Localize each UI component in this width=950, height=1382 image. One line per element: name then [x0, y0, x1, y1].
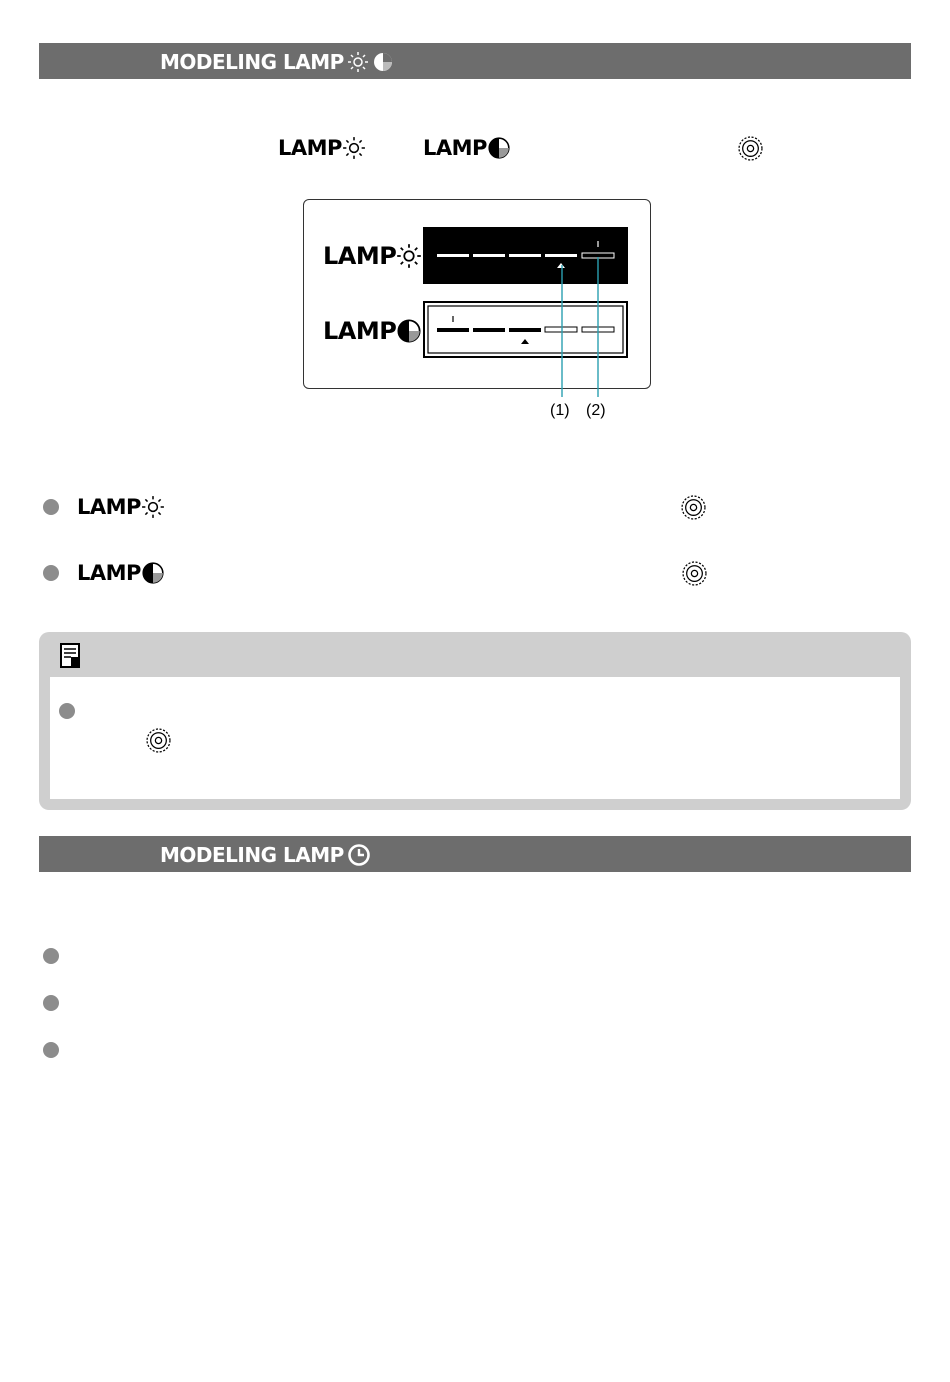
intro-lamp-bright [278, 136, 366, 160]
section-header-modeling-lamp [39, 43, 911, 79]
section-title [160, 50, 394, 74]
note-box [39, 632, 911, 810]
sun-icon [396, 243, 422, 269]
sun-icon [342, 136, 366, 160]
memo-icon [59, 642, 81, 670]
diagram-lamp-bright-label [323, 242, 422, 270]
diagram-row1-text: LAMP [323, 242, 397, 270]
bullet1-lamp-bright [77, 495, 165, 519]
sun-icon [141, 495, 165, 519]
bullet-dot [43, 1042, 59, 1058]
bullet2-text: LAMP [77, 561, 141, 585]
intro-lamp-contrast-text: LAMP [423, 136, 487, 160]
section-header-modeling-lamp-timer [39, 836, 911, 872]
dial-icon [682, 561, 707, 586]
intro-lamp-bright-text: LAMP [278, 136, 342, 160]
contrast-icon [396, 318, 422, 344]
callout-1: (1) [550, 402, 570, 419]
bullet-dot [43, 948, 59, 964]
callout-lines [540, 255, 620, 405]
contrast-icon [372, 51, 394, 73]
contrast-icon [141, 561, 165, 585]
bullet-dot [43, 499, 59, 515]
dial-icon [146, 728, 171, 753]
diagram-row2-text: LAMP [323, 317, 397, 345]
section-title-text: MODELING LAMP [160, 50, 344, 74]
callout-2: (2) [586, 402, 606, 419]
bullet-dot [43, 995, 59, 1011]
clock-icon [347, 843, 371, 867]
diagram-lamp-contrast-label [323, 317, 422, 345]
dial-icon [681, 495, 706, 520]
bullet2-lamp-contrast [77, 561, 165, 585]
sun-icon [347, 51, 369, 73]
section-title [160, 843, 371, 867]
dial-icon [738, 136, 763, 161]
note-content [50, 677, 900, 799]
contrast-icon [487, 136, 511, 160]
section-title-text: MODELING LAMP [160, 843, 344, 867]
bullet-dot [59, 703, 75, 719]
intro-lamp-contrast [423, 136, 511, 160]
bullet-dot [43, 565, 59, 581]
bullet1-text: LAMP [77, 495, 141, 519]
